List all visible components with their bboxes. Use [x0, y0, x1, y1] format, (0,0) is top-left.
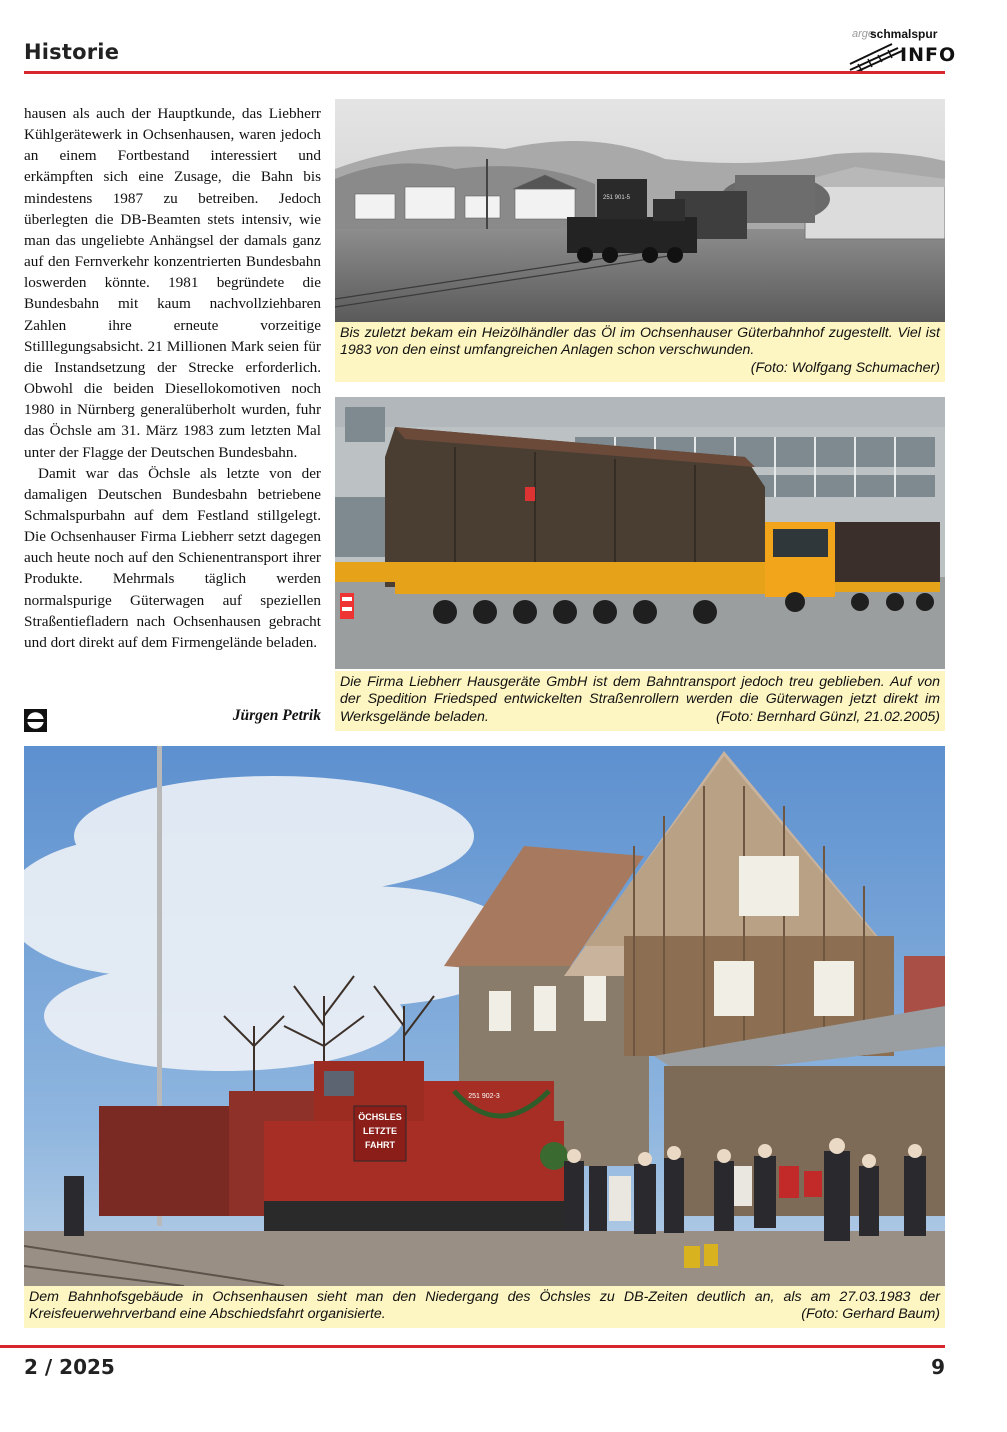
logo-name: schmalspur: [870, 27, 938, 41]
logo-prefix: arge: [852, 28, 875, 40]
article-paragraph-1: hausen als auch der Hauptkunde, das Liebherr Kühlgerätewerk in Ochsenhausen, waren jedoch an einem Fortbestand interessiert und erkämpften sich eine Zusage, die Bahn bis mindestens 1987 zu betreiben. Jedoch überlegten die DB-Beamten stets intensiv, wie man das ungeliebte Anhängsel der damals ganz auf den Fernverkehr konzentrierten Bundesbahn loswerden könnte. 1981 begründete die Bundesbahn mit kaum nachvollziehbaren Zahlen ihre erneute vorzeitige Stilllegungsabsicht. 21 Millionen Mark seien für die Instandsetzung der Strecke erforderlich. Obwohl die beiden Diesellokomotiven noch 1980 in Nürnberg generalüberholt wurden, fuhr das Öchsle am 31. März 1983 zum letzten Mal unter der Flagge der Deutschen Bundesbahn.: [24, 105, 321, 461]
locomotive-number-photo3: 251 902-3: [468, 1093, 500, 1100]
photo-heating-oil-train: [335, 99, 945, 322]
caption-photo-1-text: Bis zuletzt bekam ein Heizölhändler das Öl im Ochsenhauser Güterbahnhof zugestellt. Viel ist 1983 von den einst umfangreichen Anlagen schon verschwunden.: [340, 325, 940, 359]
article-paragraph-2: Damit war das Öchsle als letzte von der damaligen Deutschen Bundesbahn betriebene Schmalspurbahn auf dem Festland stillgelegt. Die Ochsenhauser Firma Liebherr setzt dagegen auch heute noch auf den Schienentransport ihrer Produkte. Mehrmals täglich werden normalspurige Güterwagen auf speziellen Straßentiefladern nach Ochsenhausen gebracht und dort direkt auf dem Firmengelände beladen.: [24, 464, 321, 651]
caption-photo-2-text: Die Firma Liebherr Hausgeräte GmbH ist dem Bahntransport jedoch treu geblieben. Auf von der Spedition Friedsped entwickelten Straßenrollern werden die Güterwagen jetzt direkt im Werksgelände beladen.: [340, 674, 940, 725]
caption-photo-3: [24, 1286, 945, 1328]
credit-photo-3: (Foto: Gerhard Baum): [801, 1306, 940, 1323]
author-name: Jürgen Petrik: [232, 707, 321, 724]
page-number: 9: [931, 1355, 945, 1379]
board-line-2: LETZTE: [363, 1126, 397, 1136]
rail-tracks-icon: [848, 42, 904, 72]
issue-number: 2 / 2025: [24, 1355, 115, 1379]
caption-photo-2: [335, 671, 945, 731]
photo-road-transporter: [335, 397, 945, 669]
header-rule: [24, 71, 945, 74]
credit-photo-1: (Foto: Wolfgang Schumacher): [750, 359, 940, 376]
board-line-1: ÖCHSLES: [358, 1112, 402, 1122]
section-title: Historie: [24, 40, 120, 64]
locomotive-number-photo1: 251 901-5: [603, 195, 631, 201]
caption-photo-3-text: Dem Bahnhofsgebäude in Ochsenhausen sieht man den Niedergang des Öchsles zu DB-Zeiten deutlich an, als am 27.03.1983 der Kreisfeuerwehrverband eine Abschiedsfahrt organisierte.: [29, 1289, 940, 1323]
credit-photo-2: (Foto: Bernhard Günzl, 21.02.2005): [716, 708, 940, 725]
caption-photo-1: [335, 322, 945, 382]
article-text: [24, 103, 321, 653]
footer-rule: [0, 1345, 945, 1348]
photo-station-farewell-trip: [24, 746, 945, 1286]
logo-suffix: INFO: [900, 44, 957, 66]
board-line-3: FAHRT: [365, 1140, 395, 1150]
magazine-logo: [848, 27, 957, 72]
article-end-icon: [24, 709, 47, 732]
